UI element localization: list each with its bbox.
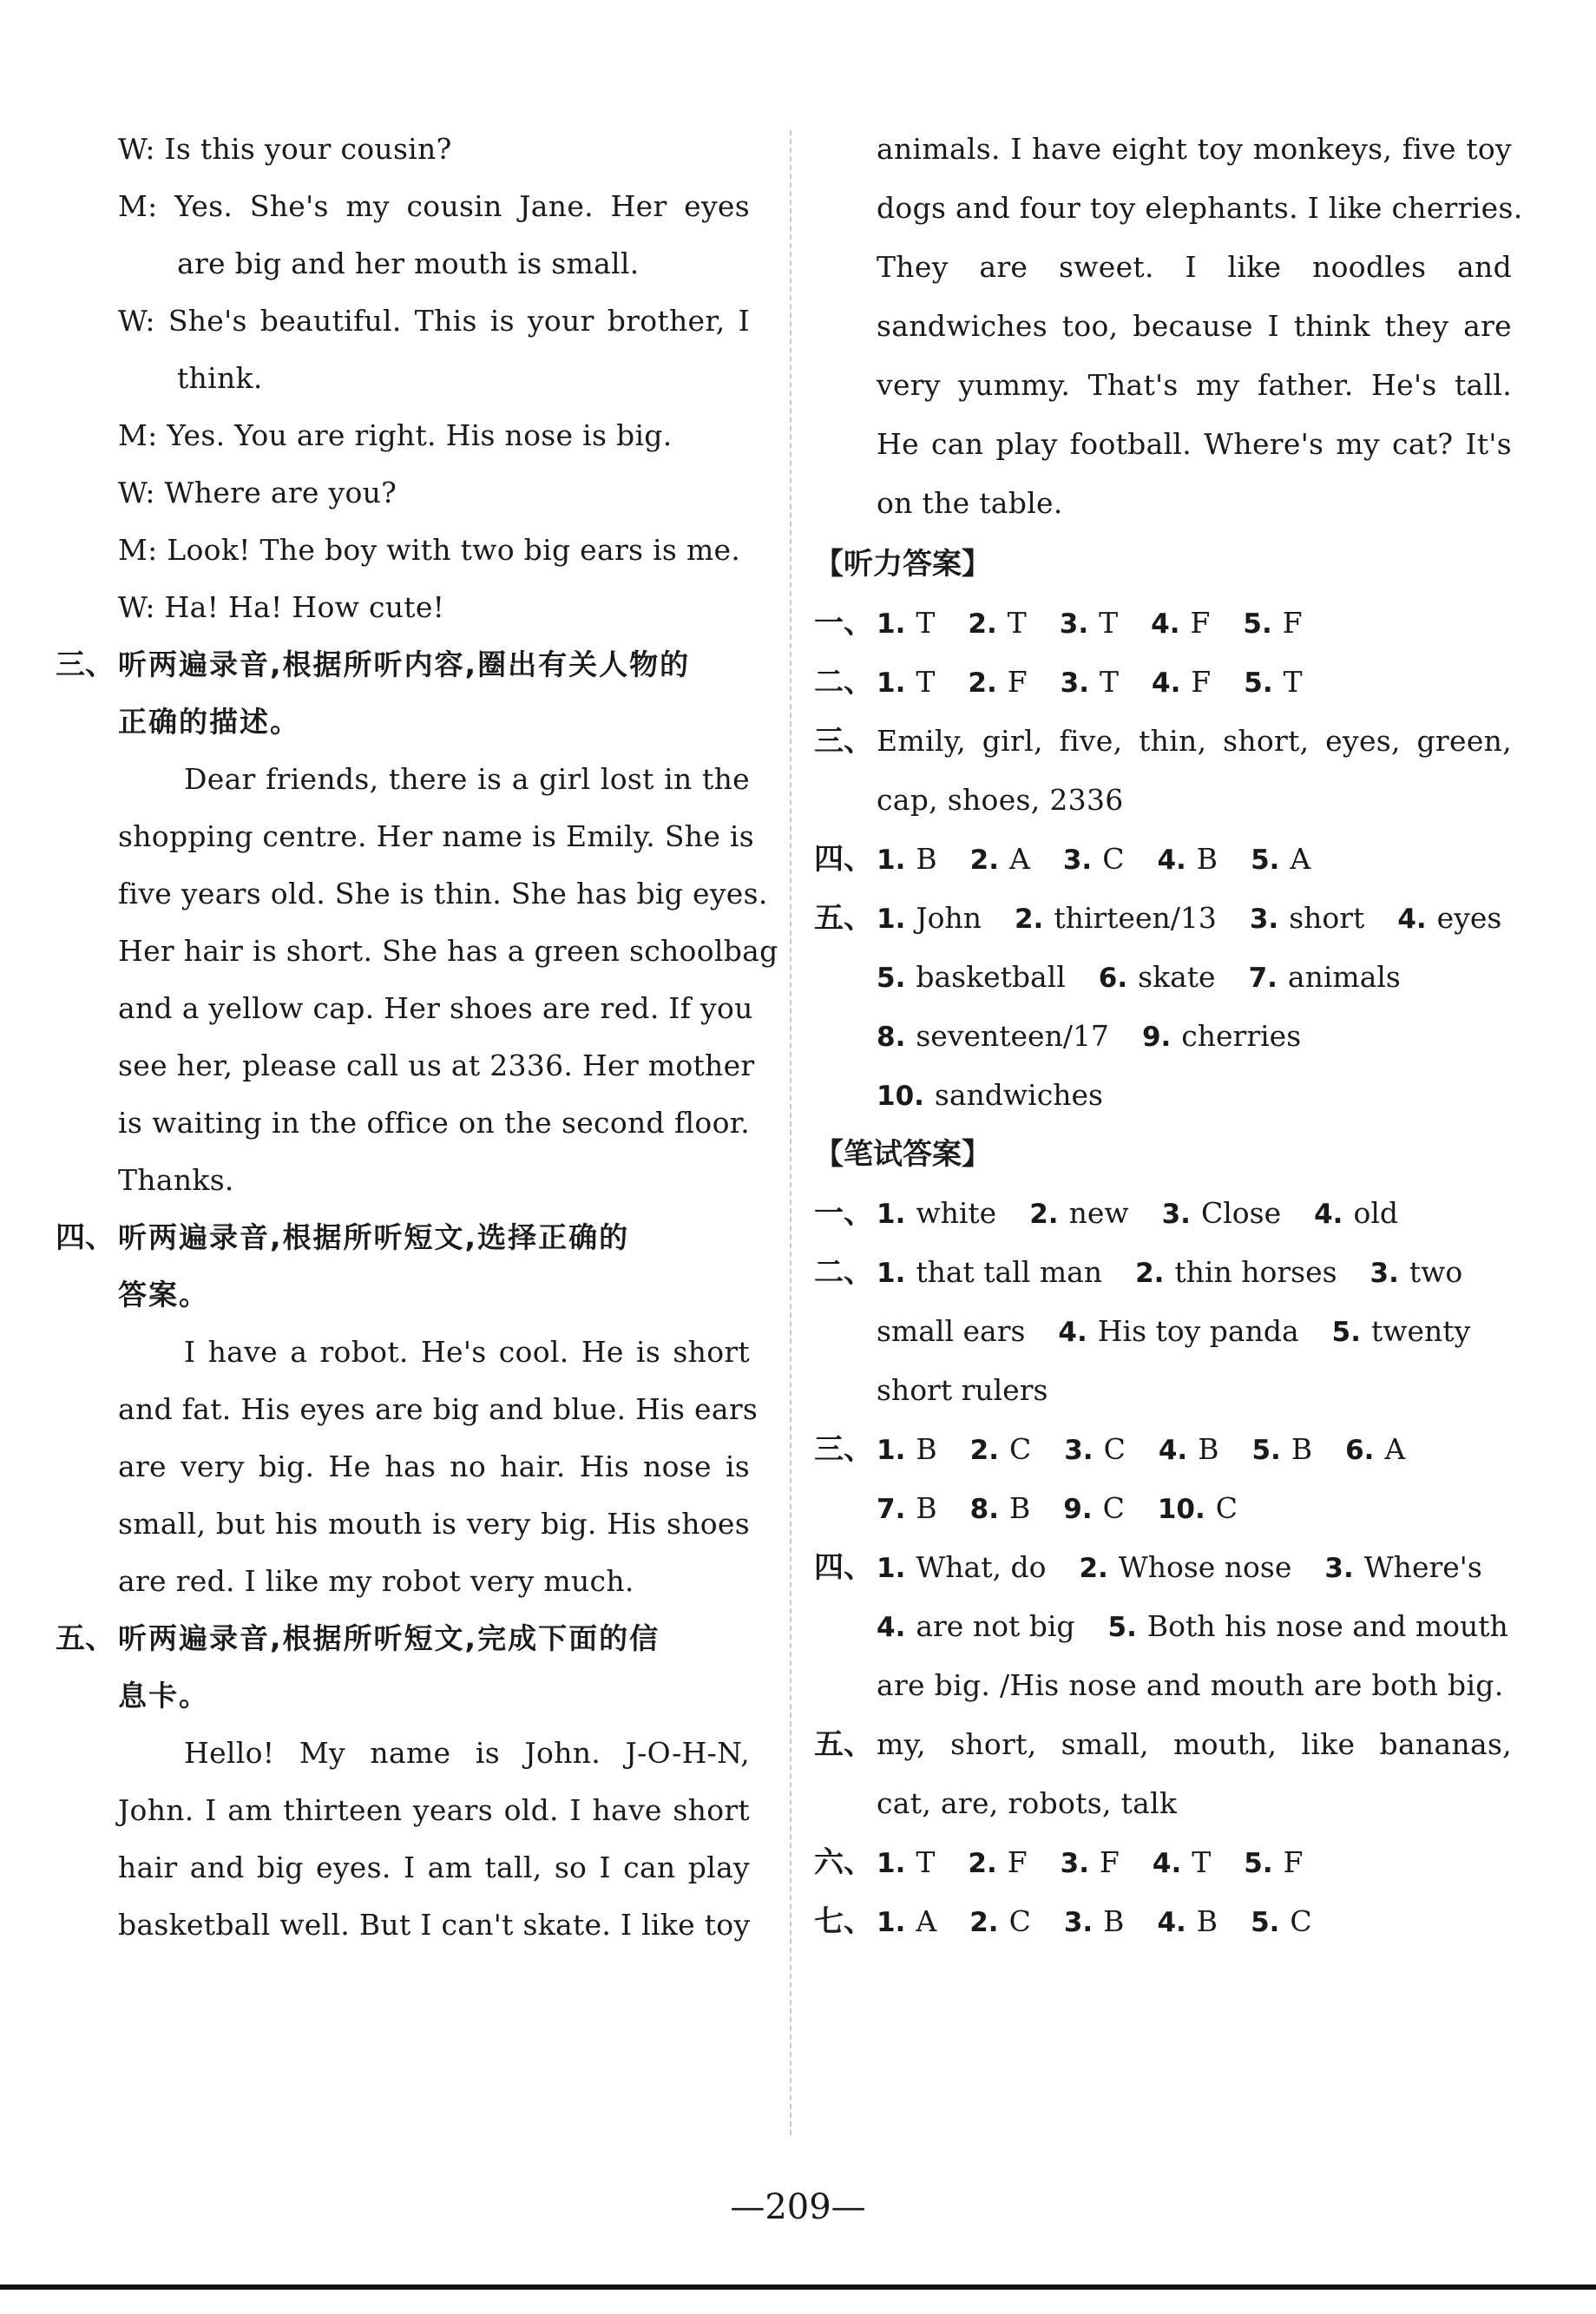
- answer-item: [877, 1845, 935, 1881]
- answer-row: [877, 1432, 1512, 1468]
- answer-line: my, short, small, mouth, like bananas,: [877, 1727, 1512, 1761]
- answer-item-value: B: [1291, 1432, 1313, 1466]
- answer-item-value: white: [916, 1196, 997, 1230]
- answer-item: [1243, 606, 1302, 641]
- answer-item-value: Close: [1200, 1196, 1282, 1230]
- passage-line: I have a robot. He's cool. He is short: [184, 1335, 750, 1369]
- answer-item: [1249, 960, 1401, 996]
- answer-item-number: 5.: [1243, 608, 1272, 640]
- answer-item: [968, 606, 1026, 641]
- answer-item-number: 4.: [1157, 1907, 1186, 1938]
- answer-line: Emily, girl, five, thin, short, eyes, green,: [877, 724, 1512, 758]
- answer-item: [1029, 1196, 1128, 1232]
- passage-line: Her hair is short. She has a green schoolbag: [118, 934, 778, 968]
- answer-row: [877, 1019, 1512, 1055]
- answer-item: [1064, 1904, 1125, 1940]
- passage-line: see her, please call us at 2336. Her mother: [118, 1049, 755, 1082]
- bottom-rule: [0, 2284, 1596, 2290]
- passage-line: basketball well. But I can't skate. I like toy: [118, 1908, 751, 1942]
- answer-row: [877, 665, 1512, 700]
- listening-answers-header: 【听力答案】: [814, 547, 991, 582]
- page-number: —209—: [730, 2187, 866, 2227]
- answer-item-value: B: [1198, 1432, 1219, 1466]
- answer-item-value: short: [1289, 901, 1365, 935]
- answer-row: [877, 1373, 1512, 1408]
- answer-item-number: 1.: [877, 904, 906, 935]
- answer-item: [969, 1904, 1031, 1940]
- answer-number: 五、: [814, 901, 873, 936]
- answer-item-number: 9.: [1141, 1022, 1172, 1053]
- answer-item: [877, 842, 937, 878]
- passage-line: are red. I like my robot very much.: [118, 1564, 634, 1598]
- passage-line: John. I am thirteen years old. I have short: [118, 1793, 750, 1827]
- answer-item: [877, 1078, 1103, 1114]
- answer-item: [1015, 901, 1217, 937]
- answer-item-number: 2.: [1029, 1199, 1059, 1230]
- dialogue-line: W: Ha! Ha! How cute!: [118, 590, 445, 624]
- answer-item: [877, 1609, 1075, 1645]
- written-answers-header: 【笔试答案】: [814, 1137, 991, 1172]
- answer-item: [970, 1432, 1032, 1468]
- answer-item-value: F: [1007, 1845, 1028, 1879]
- answer-item: [877, 1491, 937, 1527]
- answer-item: [1099, 960, 1216, 996]
- dialogue-line: M: Look! The boy with two big ears is me.: [118, 533, 741, 567]
- answer-item-number: 1.: [877, 1553, 906, 1584]
- answer-item-number: 7.: [877, 1494, 906, 1525]
- dialogue-line: are big and her mouth is small.: [177, 247, 640, 280]
- answer-number: 六、: [814, 1845, 873, 1880]
- passage-line: They are sweet. I like noodles and: [877, 250, 1512, 284]
- answer-item-value: C: [1290, 1904, 1312, 1938]
- answer-row: [877, 1550, 1512, 1586]
- answer-item: [877, 901, 982, 937]
- dialogue-line: M: Yes. She's my cousin Jane. Her eyes: [118, 189, 750, 223]
- answer-item-number: 1.: [877, 608, 906, 640]
- answer-item: [877, 1314, 1025, 1349]
- answer-item-value: basketball: [916, 960, 1066, 994]
- answer-item-value: two: [1409, 1255, 1463, 1289]
- answer-item: [1061, 1845, 1120, 1881]
- answer-item-number: 4.: [1157, 845, 1186, 876]
- answer-item-value: C: [1103, 1432, 1126, 1466]
- answer-item: [1251, 1432, 1312, 1468]
- answer-item-value: B: [916, 842, 937, 876]
- answer-item-value: C: [1102, 842, 1125, 876]
- answer-item: [1151, 606, 1210, 641]
- answer-number: 五、: [814, 1727, 873, 1762]
- answer-row: [877, 1078, 1512, 1114]
- answer-item-value: T: [1283, 665, 1303, 699]
- answer-item-number: 2.: [969, 1907, 999, 1938]
- answer-item-value: Both his nose and mouth: [1146, 1609, 1508, 1643]
- answer-item-number: 10.: [1157, 1494, 1205, 1525]
- answer-item: [1397, 901, 1501, 937]
- answer-item-value: A: [916, 1904, 937, 1938]
- passage-line: shopping centre. Her name is Emily. She is: [118, 819, 755, 853]
- answer-item: [1061, 665, 1119, 700]
- answer-row: [877, 1609, 1512, 1645]
- answer-item-number: 5.: [1251, 1435, 1281, 1466]
- passage-line: sandwiches too, because I think they are: [877, 309, 1512, 343]
- answer-item: [1153, 1845, 1211, 1881]
- answer-row: [877, 1904, 1512, 1940]
- passage-line: He can play football. Where's my cat? It's: [877, 427, 1512, 461]
- answer-item-value: B: [916, 1491, 937, 1525]
- answer-item-value: that tall man: [916, 1255, 1103, 1289]
- answer-item-value: F: [1190, 606, 1211, 640]
- answer-item: [1135, 1255, 1337, 1291]
- answer-item-value: cherries: [1181, 1019, 1302, 1053]
- answer-item-number: 1.: [877, 845, 906, 876]
- answer-item-number: 3.: [1249, 904, 1279, 935]
- answer-item-number: 3.: [1161, 1199, 1191, 1230]
- passage-line: is waiting in the office on the second floor.: [118, 1106, 750, 1140]
- answer-row: [877, 1491, 1512, 1527]
- answer-item-value: C: [1008, 1904, 1031, 1938]
- answer-item-number: 1.: [877, 1848, 906, 1879]
- answer-item-value: F: [1100, 1845, 1120, 1879]
- answer-item-value: skate: [1138, 960, 1216, 994]
- answer-item-value: T: [916, 665, 936, 699]
- answer-row: [877, 606, 1512, 641]
- answer-item-value: His toy panda: [1097, 1314, 1299, 1348]
- answer-item-number: 4.: [1151, 608, 1180, 640]
- answer-item: [1244, 1845, 1303, 1881]
- answer-item-value: sandwiches: [934, 1078, 1103, 1112]
- question-title: 答案。: [118, 1278, 209, 1311]
- answer-row: [877, 960, 1512, 996]
- answer-line: cap, shoes, 2336: [877, 783, 1124, 817]
- answer-item-number: 3.: [1062, 845, 1093, 876]
- answer-item: [1162, 1196, 1282, 1232]
- answer-item: [1060, 606, 1118, 641]
- answer-item: [877, 1373, 1048, 1408]
- answer-item: [877, 665, 935, 700]
- answer-item-number: 10.: [877, 1081, 924, 1112]
- answer-item-number: 1.: [877, 667, 906, 699]
- answer-item-number: 1.: [877, 1435, 906, 1466]
- answer-item-value: B: [1196, 842, 1218, 876]
- answer-item: [877, 1255, 1102, 1291]
- answer-item-number: 4.: [1152, 667, 1181, 699]
- answer-item-number: 3.: [1064, 1435, 1094, 1466]
- answer-item-number: 2.: [1014, 904, 1044, 935]
- answer-item-number: 5.: [1244, 1848, 1273, 1879]
- answer-row: [877, 842, 1512, 878]
- passage-line: dogs and four toy elephants. I like cherries.: [877, 191, 1523, 225]
- answer-item-number: 2.: [968, 667, 997, 699]
- answer-item: [1063, 1491, 1125, 1527]
- answer-item-value: eyes: [1436, 901, 1502, 935]
- question-number: 三、: [56, 648, 115, 682]
- passage-line: and fat. His eyes are big and blue. His ears: [118, 1392, 759, 1426]
- answer-item-number: 9.: [1063, 1494, 1093, 1525]
- answer-item: [1324, 1550, 1481, 1586]
- answer-item-number: 4.: [877, 1612, 906, 1643]
- answer-item-number: 1.: [877, 1907, 906, 1938]
- answer-item: [1058, 1314, 1298, 1350]
- answer-row: [877, 1196, 1512, 1232]
- answer-item-number: 3.: [1060, 667, 1089, 699]
- answer-number: 二、: [814, 665, 873, 700]
- answer-item: [968, 1845, 1027, 1881]
- answer-item: [877, 1550, 1046, 1586]
- answer-item-value: thin horses: [1174, 1255, 1337, 1289]
- answer-item: [1142, 1019, 1301, 1055]
- answer-number: 三、: [814, 724, 873, 759]
- answer-row: [877, 901, 1512, 937]
- passage-line: animals. I have eight toy monkeys, five toy: [877, 132, 1512, 166]
- answer-item-value: thirteen/13: [1054, 901, 1217, 935]
- answer-line: cat, are, robots, talk: [877, 1786, 1178, 1820]
- answer-item-number: 4.: [1314, 1199, 1343, 1230]
- question-title: 听两遍录音,根据所听短文,选择正确的: [118, 1220, 630, 1254]
- answer-item-value: F: [1007, 665, 1028, 699]
- answer-item-number: 3.: [1063, 1907, 1094, 1938]
- answer-item-value: old: [1353, 1196, 1399, 1230]
- answer-item-value: T: [1100, 665, 1120, 699]
- answer-item-number: 5.: [1244, 667, 1273, 699]
- answer-item-value: A: [1290, 842, 1311, 876]
- answer-row: [877, 1255, 1512, 1291]
- answer-item-number: 2.: [1079, 1553, 1108, 1584]
- answer-item: [968, 665, 1027, 700]
- answer-item-value: C: [1215, 1491, 1238, 1525]
- answer-item: [877, 960, 1066, 996]
- answer-item: [970, 1491, 1031, 1527]
- passage-line: hair and big eyes. I am tall, so I can play: [118, 1851, 750, 1884]
- passage-line: on the table.: [877, 486, 1063, 520]
- answer-item-value: T: [916, 1845, 936, 1879]
- answer-item-number: 5.: [1331, 1317, 1362, 1348]
- passage-line: very yummy. That's my father. He's tall.: [877, 368, 1512, 402]
- answer-item-number: 3.: [1060, 1848, 1089, 1879]
- answer-item-number: 3.: [1369, 1258, 1399, 1289]
- dialogue-line: W: Is this your cousin?: [118, 132, 452, 166]
- answer-item: [877, 1432, 937, 1468]
- column-divider: [790, 130, 791, 2135]
- answer-item-number: 7.: [1248, 963, 1277, 994]
- answer-item-value: A: [1384, 1432, 1406, 1466]
- answer-item-number: 8.: [877, 1022, 906, 1053]
- answer-item: [1079, 1550, 1291, 1586]
- answer-item-number: 5.: [877, 963, 906, 994]
- answer-item: [1157, 842, 1218, 878]
- answer-item-value: T: [916, 606, 936, 640]
- answer-item: [877, 1904, 936, 1940]
- answer-number: 四、: [814, 1550, 873, 1585]
- answer-row: [877, 1314, 1512, 1350]
- answer-item-number: 5.: [1251, 845, 1280, 876]
- answer-item: [1251, 1904, 1312, 1940]
- answer-item-value: B: [1008, 1491, 1031, 1525]
- answer-item-number: 2.: [1135, 1258, 1165, 1289]
- answer-item: [1332, 1314, 1471, 1350]
- answer-item-value: seventeen/17: [916, 1019, 1109, 1053]
- answer-item-number: 5.: [1251, 1907, 1280, 1938]
- answer-item: [1250, 901, 1364, 937]
- answer-item-value: twenty: [1371, 1314, 1471, 1348]
- answer-row: [877, 1845, 1512, 1881]
- answer-item-number: 2.: [968, 608, 997, 640]
- answer-item-value: John: [916, 901, 982, 935]
- answer-number: 二、: [814, 1255, 873, 1290]
- answer-item-number: 4.: [1058, 1317, 1087, 1348]
- answer-number: 七、: [814, 1904, 873, 1939]
- answer-item-value: B: [1196, 1904, 1218, 1938]
- answer-item-number: 4.: [1152, 1848, 1182, 1879]
- dialogue-line: M: Yes. You are right. His nose is big.: [118, 418, 673, 452]
- dialogue-line: W: Where are you?: [118, 476, 397, 509]
- question-title: 息卡。: [118, 1679, 209, 1712]
- answer-item-value: short rulers: [877, 1373, 1048, 1407]
- answer-item-value: are not big: [916, 1609, 1075, 1643]
- passage-line: are very big. He has no hair. His nose is: [118, 1450, 750, 1483]
- answer-item: [1152, 665, 1211, 700]
- answer-item: [1345, 1432, 1405, 1468]
- answer-item-value: B: [1103, 1904, 1125, 1938]
- answer-item-number: 3.: [1324, 1553, 1354, 1584]
- answer-item-number: 2.: [969, 845, 999, 876]
- answer-number: 四、: [814, 842, 873, 877]
- dialogue-line: think.: [177, 361, 263, 395]
- question-title: 正确的描述。: [118, 705, 300, 739]
- answer-item: [877, 606, 935, 641]
- answer-item: [1251, 842, 1310, 878]
- answer-item: [1063, 842, 1125, 878]
- answer-item-value: animals: [1287, 960, 1401, 994]
- answer-item-value: B: [916, 1432, 937, 1466]
- answer-item-value: T: [1007, 606, 1027, 640]
- question-title: 听两遍录音,根据所听内容,圈出有关人物的: [118, 648, 691, 681]
- question-title: 听两遍录音,根据所听短文,完成下面的信: [118, 1621, 660, 1655]
- answer-item-value: F: [1283, 1845, 1304, 1879]
- dialogue-line: W: She's beautiful. This is your brother, I: [118, 304, 750, 338]
- answer-item-value: Whose nose: [1118, 1550, 1292, 1584]
- answer-item: [1158, 1491, 1238, 1527]
- answer-item-number: 1.: [877, 1258, 906, 1289]
- answer-number: 一、: [814, 1196, 873, 1231]
- answer-item: [1064, 1432, 1126, 1468]
- answer-line: are big. /His nose and mouth are both big.: [877, 1668, 1504, 1702]
- answer-number: 三、: [814, 1432, 873, 1467]
- answer-item-value: Where's: [1363, 1550, 1482, 1584]
- answer-item-number: 5.: [1107, 1612, 1137, 1643]
- answer-item-value: What, do: [916, 1550, 1047, 1584]
- answer-item-value: C: [1008, 1432, 1032, 1466]
- answer-item-number: 4.: [1158, 1435, 1188, 1466]
- answer-item-value: T: [1192, 1845, 1212, 1879]
- answer-item: [970, 842, 1030, 878]
- answer-item-value: T: [1099, 606, 1119, 640]
- answer-number: 一、: [814, 606, 873, 641]
- passage-line: Dear friends, there is a girl lost in the: [184, 762, 750, 796]
- answer-item: [1244, 665, 1302, 700]
- answer-item-value: A: [1008, 842, 1030, 876]
- answer-item: [877, 1019, 1109, 1055]
- passage-line: and a yellow cap. Her shoes are red. If you: [118, 991, 753, 1025]
- answer-item-value: C: [1102, 1491, 1125, 1525]
- answer-item-number: 6.: [1098, 963, 1128, 994]
- answer-item: [1157, 1904, 1218, 1940]
- answer-item: [1314, 1196, 1398, 1232]
- answer-item: [1370, 1255, 1463, 1291]
- question-number: 四、: [56, 1220, 115, 1255]
- answer-item-number: 2.: [969, 1435, 999, 1466]
- answer-item-number: 1.: [877, 1199, 906, 1230]
- passage-line: Thanks.: [118, 1163, 234, 1197]
- answer-item-number: 4.: [1397, 904, 1427, 935]
- passage-line: five years old. She is thin. She has big eyes.: [118, 877, 768, 910]
- answer-item: [1108, 1609, 1508, 1645]
- answer-item-number: 3.: [1059, 608, 1089, 640]
- answer-item-number: 2.: [968, 1848, 997, 1879]
- passage-line: small, but his mouth is very big. His shoes: [118, 1507, 750, 1541]
- answer-item-number: 8.: [969, 1494, 999, 1525]
- answer-item-value: F: [1282, 606, 1303, 640]
- answer-item-value: new: [1068, 1196, 1129, 1230]
- passage-line: Hello! My name is John. J-O-H-N,: [184, 1736, 750, 1770]
- answer-item-value: F: [1191, 665, 1212, 699]
- answer-item-value: small ears: [877, 1314, 1026, 1348]
- answer-item: [877, 1196, 996, 1232]
- question-number: 五、: [56, 1621, 115, 1656]
- answer-item-number: 6.: [1345, 1435, 1375, 1466]
- answer-item: [1159, 1432, 1219, 1468]
